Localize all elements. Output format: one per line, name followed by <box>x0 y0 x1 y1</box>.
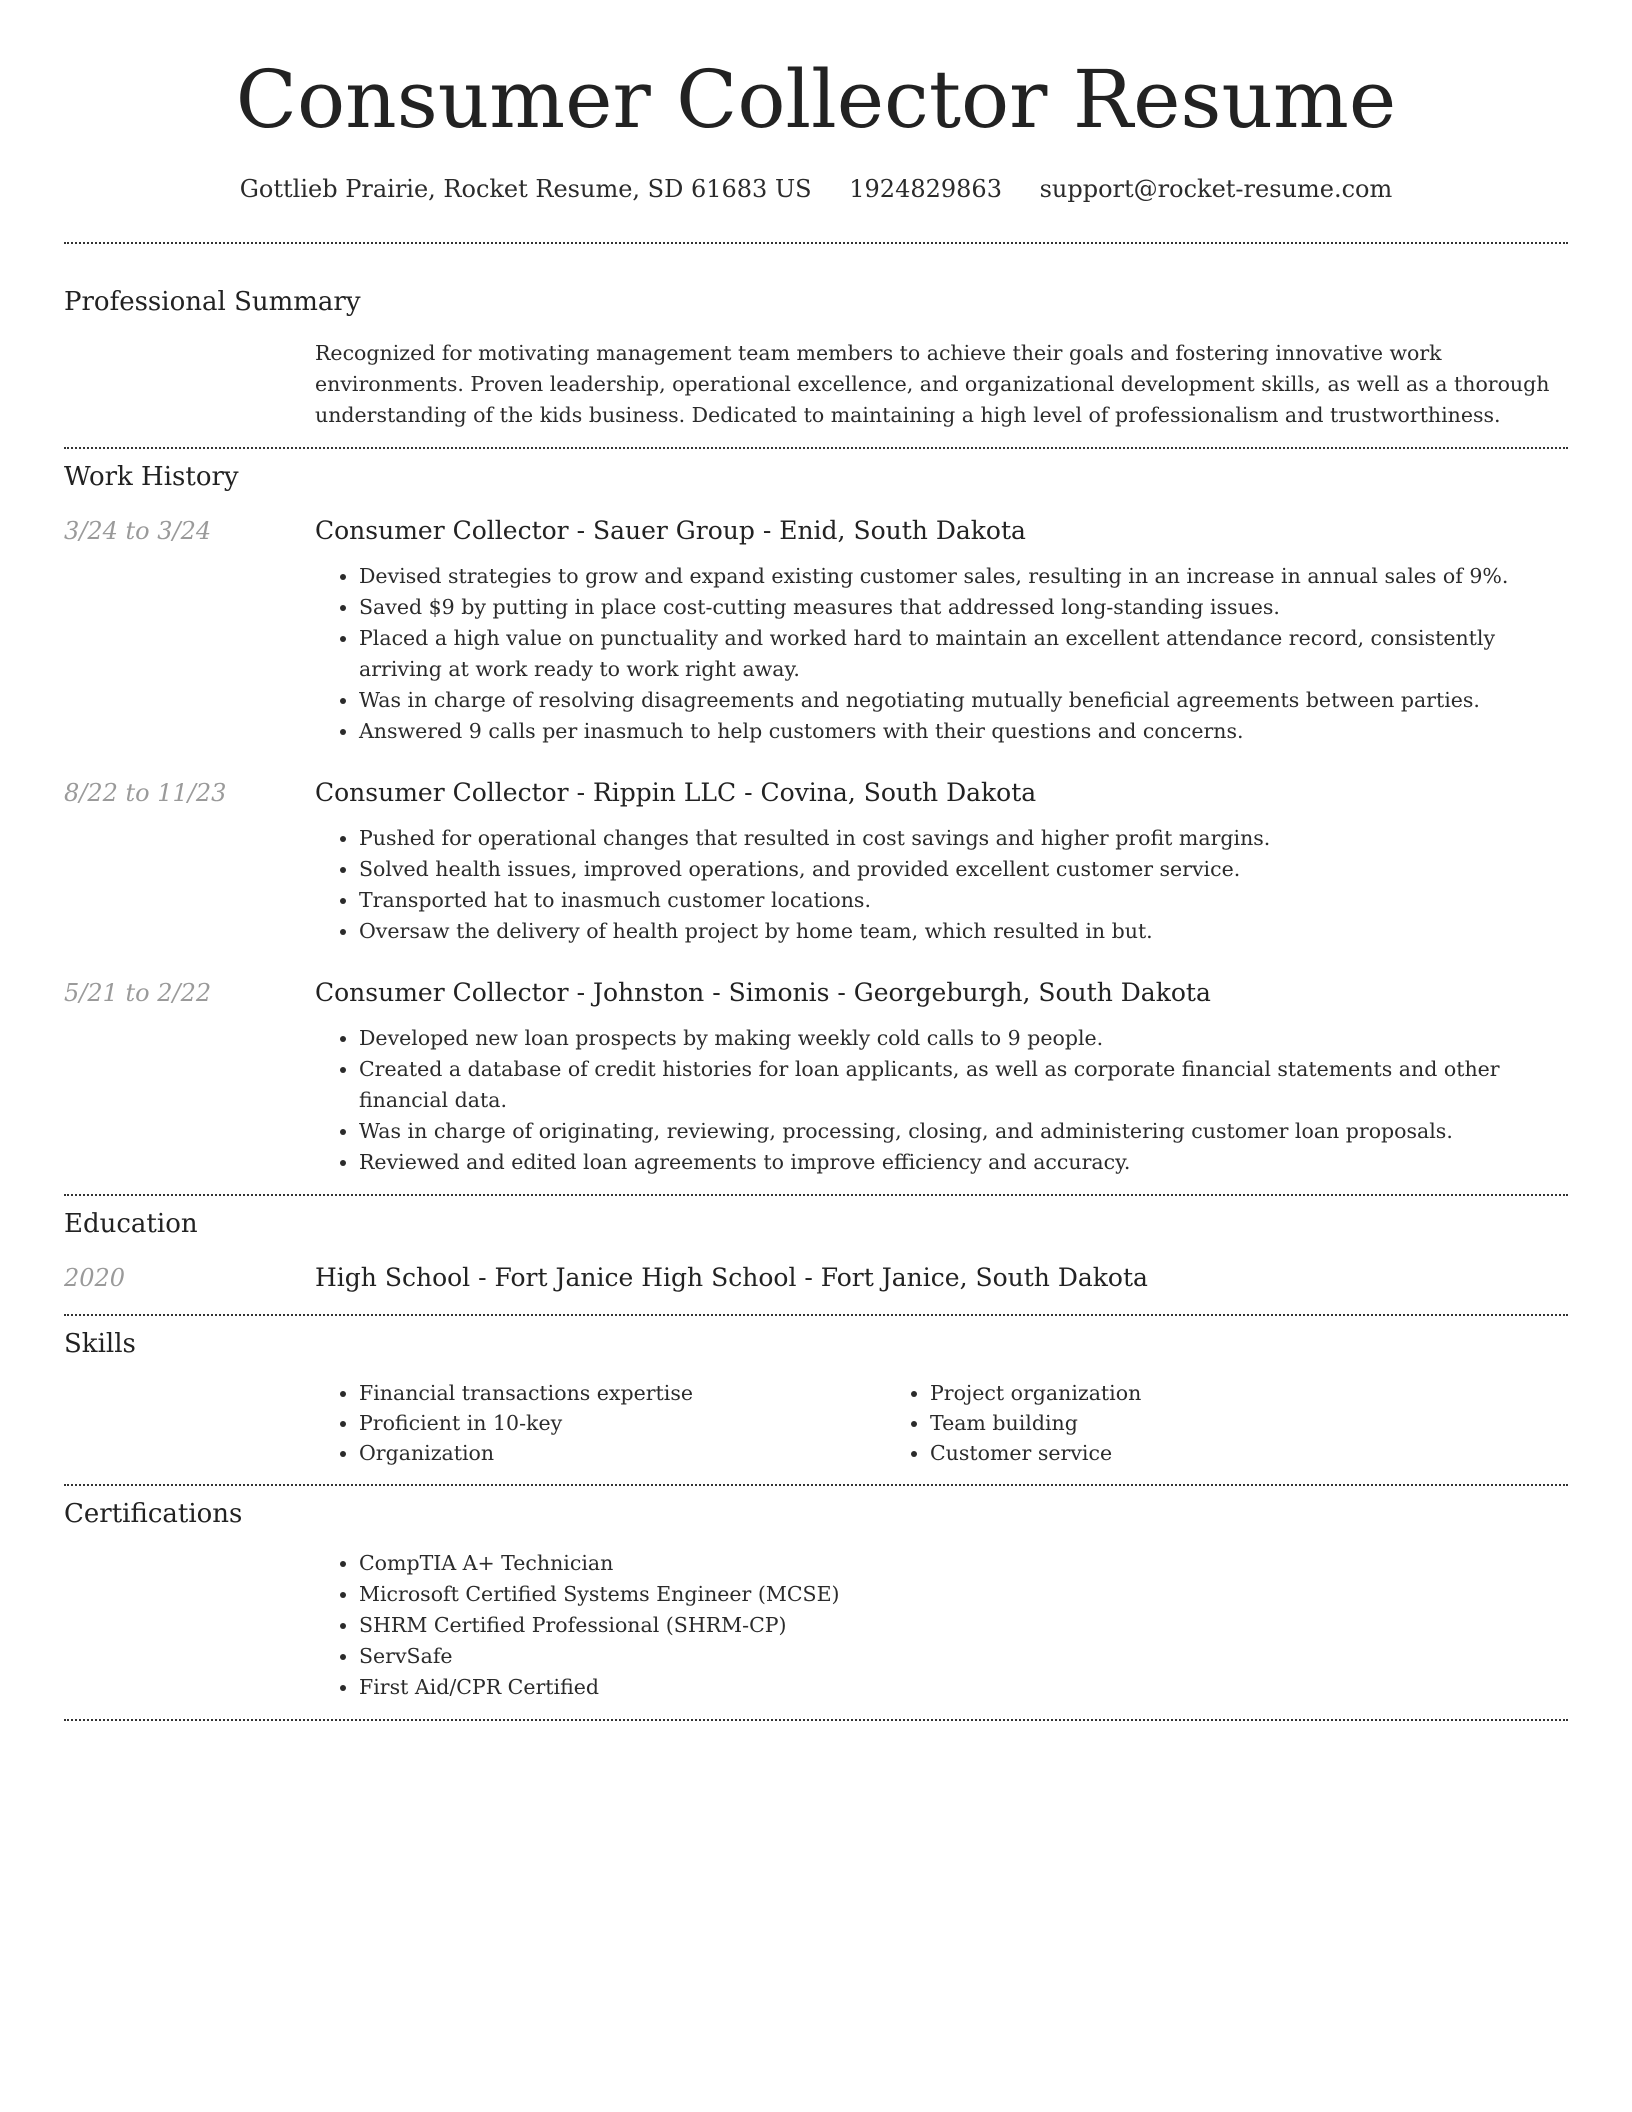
job-dates: 5/21 to 2/22 <box>64 979 212 1007</box>
skills-heading: Skills <box>64 1329 136 1359</box>
education-title: High School - Fort Janice High School - Fort Janice, South Dakota <box>315 1263 1148 1292</box>
certifications-heading: Certifications <box>64 1499 243 1529</box>
resume-page <box>64 0 1568 1721</box>
job-dates: 8/22 to 11/23 <box>64 779 227 807</box>
job-dates: 3/24 to 3/24 <box>64 517 212 545</box>
skill-item: • Customer service <box>930 1438 1457 1468</box>
summary-section <box>64 286 1568 431</box>
job-bullet: • Transported hat to inasmuch customer locations. <box>359 885 1568 916</box>
skills-list-left <box>315 1378 886 1468</box>
job-bullet: • Solved health issues, improved operations, and provided excellent customer service. <box>359 854 1568 885</box>
certification-item: • CompTIA A+ Technician <box>359 1548 1568 1579</box>
job-entry <box>64 977 1568 1178</box>
job-bullets <box>315 561 1568 747</box>
job-bullet: • Saved $9 by putting in place cost-cutting measures that addressed long-standing issues. <box>359 592 1568 623</box>
skill-item: • Project organization <box>930 1378 1457 1408</box>
job-bullet: • Was in charge of resolving disagreements and negotiating mutually beneficial agreements between parties. <box>359 685 1568 716</box>
job-bullets <box>315 1023 1568 1178</box>
job-bullet: • Reviewed and edited loan agreements to improve efficiency and accuracy. <box>359 1147 1568 1178</box>
contact-email[interactable]: support@rocket-resume.com <box>1039 175 1393 203</box>
job-bullet: • Created a database of credit histories for loan applicants, as well as corporate financial statements and other financial data. <box>359 1054 1568 1116</box>
contact-phone: 1924829863 <box>849 175 1002 203</box>
work-history-heading: Work History <box>64 462 239 492</box>
education-entry <box>64 1262 1568 1294</box>
job-bullet: • Was in charge of originating, reviewing, processing, closing, and administering customer loan proposals. <box>359 1116 1568 1147</box>
job-bullet: • Pushed for operational changes that resulted in cost savings and higher profit margins. <box>359 823 1568 854</box>
job-bullet: • Placed a high value on punctuality and worked hard to maintain an excellent attendance record, consistently arriving at work ready to work right away. <box>359 623 1568 685</box>
job-title: Consumer Collector - Sauer Group - Enid, South Dakota <box>315 516 1026 545</box>
job-bullet: • Devised strategies to grow and expand existing customer sales, resulting in an increase in annual sales of 9%. <box>359 561 1568 592</box>
job-title: Consumer Collector - Rippin LLC - Covina, South Dakota <box>315 778 1037 807</box>
certification-item: • SHRM Certified Professional (SHRM-CP) <box>359 1610 1568 1641</box>
summary-heading: Professional Summary <box>64 287 361 317</box>
education-section <box>64 1196 1568 1294</box>
skills-columns <box>315 1378 1568 1468</box>
certifications-list <box>315 1548 1568 1703</box>
job-bullet: • Developed new loan prospects by making weekly cold calls to 9 people. <box>359 1023 1568 1054</box>
job-bullets <box>315 823 1568 947</box>
skill-item: • Financial transactions expertise <box>359 1378 886 1408</box>
skills-list-right <box>886 1378 1457 1468</box>
skill-item: • Team building <box>930 1408 1457 1438</box>
job-bullet: • Oversaw the delivery of health project by home team, which resulted in but. <box>359 916 1568 947</box>
job-bullet: • Answered 9 calls per inasmuch to help customers with their questions and concerns. <box>359 716 1568 747</box>
education-year: 2020 <box>64 1264 126 1292</box>
skill-item: • Organization <box>359 1438 886 1468</box>
work-history-section <box>64 449 1568 1178</box>
resume-title: Consumer Collector Resume <box>235 53 1397 146</box>
certification-item: • First Aid/CPR Certified <box>359 1672 1568 1703</box>
certifications-section <box>64 1486 1568 1703</box>
certification-item: • Microsoft Certified Systems Engineer (MCSE) <box>359 1579 1568 1610</box>
job-title: Consumer Collector - Johnston - Simonis - Georgeburgh, South Dakota <box>315 978 1211 1007</box>
skills-section <box>64 1316 1568 1468</box>
summary-text: Recognized for motivating management team members to achieve their goals and fostering innovative work environments. Proven leadership, operational excellence, and organizational development skills, as well as a thorough understanding of the kids business. Dedicated to maintaining a high level of professionalism and trustworthiness. <box>315 341 1550 427</box>
divider <box>64 242 1568 244</box>
certification-item: • ServSafe <box>359 1641 1568 1672</box>
contact-line <box>64 174 1568 204</box>
skill-item: • Proficient in 10-key <box>359 1408 886 1438</box>
education-heading: Education <box>64 1209 198 1239</box>
contact-address: Gottlieb Prairie, Rocket Resume, SD 61683 US <box>239 175 812 203</box>
job-entry <box>64 777 1568 947</box>
divider <box>64 1719 1568 1721</box>
job-entry <box>64 515 1568 747</box>
